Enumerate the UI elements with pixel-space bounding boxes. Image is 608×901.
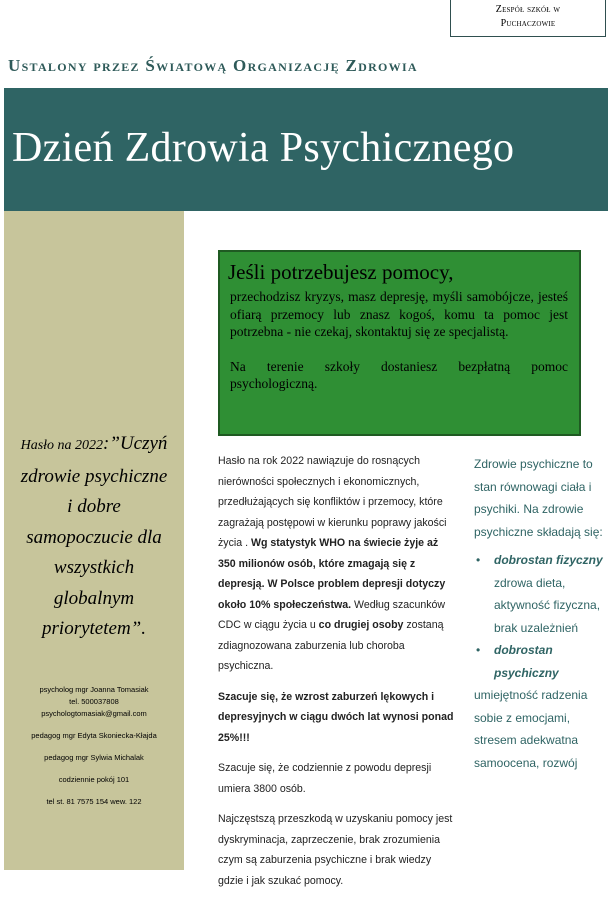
main-paragraph: Najczęstszą przeszkodą w uzyskaniu pomocy jest dyskryminacja, zaprzeczenie, brak zrozumienia czym są zaburzenia psychiczne i brak wiedzy gdzie i jak szukać pomocy. — [218, 813, 453, 887]
motto-line: priorytetem”. — [42, 618, 146, 639]
list-item-detail: zdrowa dieta, aktywność fizyczna, brak uzależnień — [494, 575, 601, 635]
side-column — [474, 453, 606, 774]
list-item — [474, 639, 606, 684]
main-paragraph — [218, 451, 454, 677]
contact-phone — [4, 796, 184, 808]
contact-pedagog-1 — [4, 730, 184, 742]
help-box-body — [230, 288, 568, 410]
wellbeing-list — [474, 549, 606, 684]
contact-line: codziennie pokój 101 — [58, 775, 130, 784]
main-text-bold: co drugiej osoby — [318, 619, 404, 631]
title-banner — [4, 88, 608, 211]
list-item-label: dobrostan psychiczny — [494, 643, 559, 680]
school-name-box — [450, 0, 606, 37]
bullet-icon: • — [476, 553, 481, 567]
list-item — [474, 549, 606, 639]
motto-line: wszystkich — [53, 557, 135, 578]
page-title: Dzień Zdrowia Psychicznego — [12, 125, 515, 171]
motto-line: i dobre — [67, 496, 121, 517]
main-paragraph: Szacuje się, że codziennie z powodu depresji umiera 3800 osób. — [218, 762, 432, 795]
motto — [6, 429, 182, 645]
contact-list — [4, 684, 184, 818]
contact-line: psycholog mgr Joanna Tomasiak — [39, 685, 149, 694]
main-text: Hasło na rok 2022 nawiązuje do rosnących nierówności społecznych i ekonomicznych, przedłużających się konfliktów i przemocy, które zagrażają postępowi w kierunku poprawy jakości życia . — [218, 455, 447, 549]
main-column — [218, 451, 454, 901]
main-paragraph — [218, 687, 454, 749]
motto-line: globalnym — [53, 587, 135, 609]
main-text: Według szacunków CDC w ciągu życia u — [218, 598, 446, 631]
motto-line: zdrowie psychiczne — [20, 465, 168, 487]
side-tail: umiejętność radzenia sobie z emocjami, stresem adekwatna samoocena, rozwój — [474, 688, 588, 770]
motto-line: samopoczucie dla — [26, 526, 162, 548]
help-box — [218, 250, 581, 436]
bullet-icon: • — [476, 643, 481, 657]
contact-line: pedagog mgr Sylwia Michalak — [44, 753, 144, 762]
main-text: zostaną zdiagnozowana zaburzenia lub choroba psychiczna. — [218, 619, 444, 672]
contact-line: tel. 500037808 — [69, 697, 119, 706]
school-name-line1: Zespół szkół w — [495, 4, 561, 15]
page-subtitle: Ustalony przez Światową Organizację Zdrowia — [8, 56, 418, 75]
help-box-text: przechodzisz kryzys, masz depresję, myśli samobójcze, jesteś ofiarą przemocy lub znasz kogoś, komu ta pomoc jest potrzebna - nie czekaj, skontaktuj się ze specjalistą. — [230, 289, 568, 339]
help-box-text: Na terenie szkoły dostaniesz bezpłatną pomoc psychologiczną. — [230, 358, 568, 391]
contact-room — [4, 774, 184, 786]
contact-line: tel st. 81 7575 154 wew. 122 — [46, 797, 142, 806]
sidebar — [4, 211, 184, 870]
side-intro: Zdrowie psychiczne to stan równowagi ciała i psychiki. Na zdrowie psychiczne składają się: — [474, 457, 603, 539]
list-item-label: dobrostan fizyczny — [494, 553, 603, 567]
contact-line: pedagog mgr Edyta Skoniecka-Kłajda — [31, 731, 157, 740]
contact-psychologist — [4, 684, 184, 720]
contact-pedagog-2 — [4, 752, 184, 764]
motto-line: :”Uczyń — [103, 433, 168, 454]
main-text-bold: Szacuje się, że wzrost zaburzeń lękowych i depresyjnych w ciągu dwóch lat wynosi ponad 25%!!! — [218, 690, 454, 744]
contact-email[interactable]: psychologtomasiak@gmail.com — [41, 709, 147, 718]
help-box-heading: Jeśli potrzebujesz pomocy, — [228, 260, 454, 284]
main-text-bold: Wg statystyk WHO na świecie żyje aż 350 milionów osób, które zmagają się z depresją. W Polsce problem depresji dotyczy około 10% społeczeństwa. — [218, 537, 446, 611]
motto-lead: Hasło na 2022 — [20, 438, 104, 453]
school-name-line2: Puchaczowie — [500, 18, 556, 29]
